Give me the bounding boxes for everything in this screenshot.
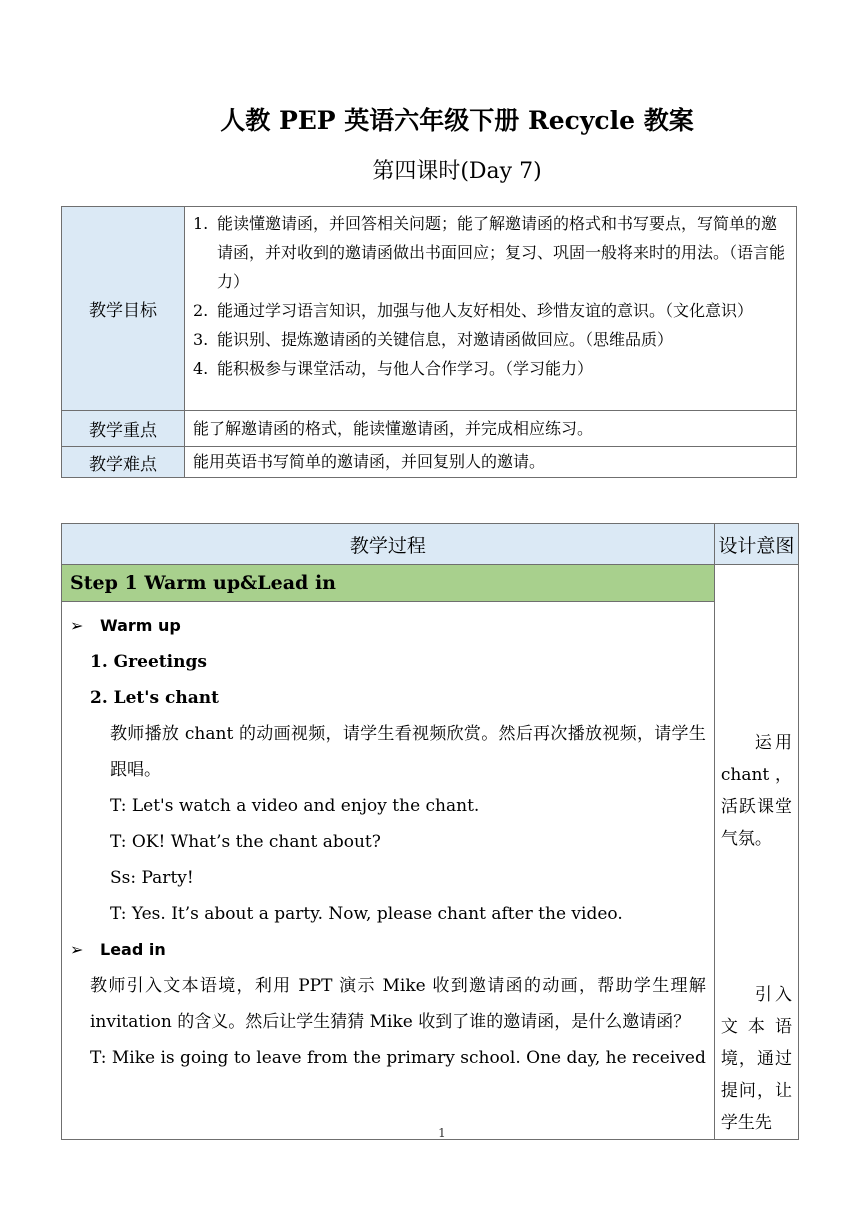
chant-item: 2. Let's chant: [90, 687, 219, 708]
warm-up-heading: ➢ Warm up: [70, 608, 706, 644]
step-1-content: [62, 601, 715, 1139]
key-points-label: 教学重点: [62, 411, 185, 447]
page-number: 1: [438, 1126, 446, 1140]
goals-cell: [185, 207, 797, 411]
greetings-item: 1. Greetings: [90, 651, 207, 672]
objectives-table: [61, 206, 797, 478]
dialog-line: Ss: Party!: [110, 867, 194, 888]
goal-item: 1. 能读懂邀请函，并回答相关问题；能了解邀请函的格式和书写要点，写简单的邀请函，并对收到的邀请函做出书面回应；复习、巩固一般将来时的用法。（语言能力）: [193, 214, 786, 291]
goals-label: 教学目标: [62, 207, 185, 411]
dialog-line: T: Yes. It’s about a party. Now, please chant after the video.: [110, 903, 623, 924]
goal-item: 2. 能通过学习语言知识，加强与他人友好相处、珍惜友谊的意识。（文化意识）: [193, 301, 754, 320]
dialog-line: T: Mike is going to leave from the primary school. One day, he received: [90, 1047, 706, 1068]
difficult-points-label: 教学难点: [62, 447, 185, 478]
goal-item: 3. 能识别、提炼邀请函的关键信息，对邀请函做回应。（思维品质）: [193, 330, 674, 349]
arrow-bullet-icon: ➢: [70, 615, 84, 635]
lead-in-heading: ➢ Lead in: [70, 932, 706, 968]
chant-description: 教师播放 chant 的动画视频，请学生看视频欣赏。然后再次播放视频，请学生跟唱。: [110, 723, 706, 780]
lead-in-description: 教师引入文本语境，利用 PPT 演示 Mike 收到邀请函的动画，帮助学生理解 invitation 的含义。然后让学生猜猜 Mike 收到了谁的邀请函，是什么邀请函？: [90, 975, 706, 1032]
intent-header: 设计意图: [714, 524, 798, 565]
dialog-line: T: Let's watch a video and enjoy the chant.: [110, 795, 480, 816]
design-intent-cell: [714, 565, 798, 1140]
goal-item: 4. 能积极参与课堂活动，与他人合作学习。（学习能力）: [193, 359, 594, 378]
intent-1: 运用chant，活跃课堂气氛。: [720, 733, 792, 849]
teaching-process-table: [61, 523, 799, 1140]
dialog-line: T: OK! What’s the chant about?: [110, 831, 381, 852]
difficult-points-text: 能用英语书写简单的邀请函，并回复别人的邀请。: [185, 447, 797, 478]
arrow-bullet-icon: ➢: [70, 939, 84, 959]
document-title: 人教 PEP 英语六年级下册 Recycle 教案: [220, 106, 694, 135]
process-header: 教学过程: [62, 524, 715, 565]
document-subtitle: 第四课时(Day 7): [372, 159, 542, 184]
intent-2: 引入文本语境，通过提问，让学生先: [720, 985, 792, 1133]
key-points-text: 能了解邀请函的格式，能读懂邀请函，并完成相应练习。: [185, 411, 797, 447]
step-1-heading: Step 1 Warm up&Lead in: [62, 565, 715, 602]
